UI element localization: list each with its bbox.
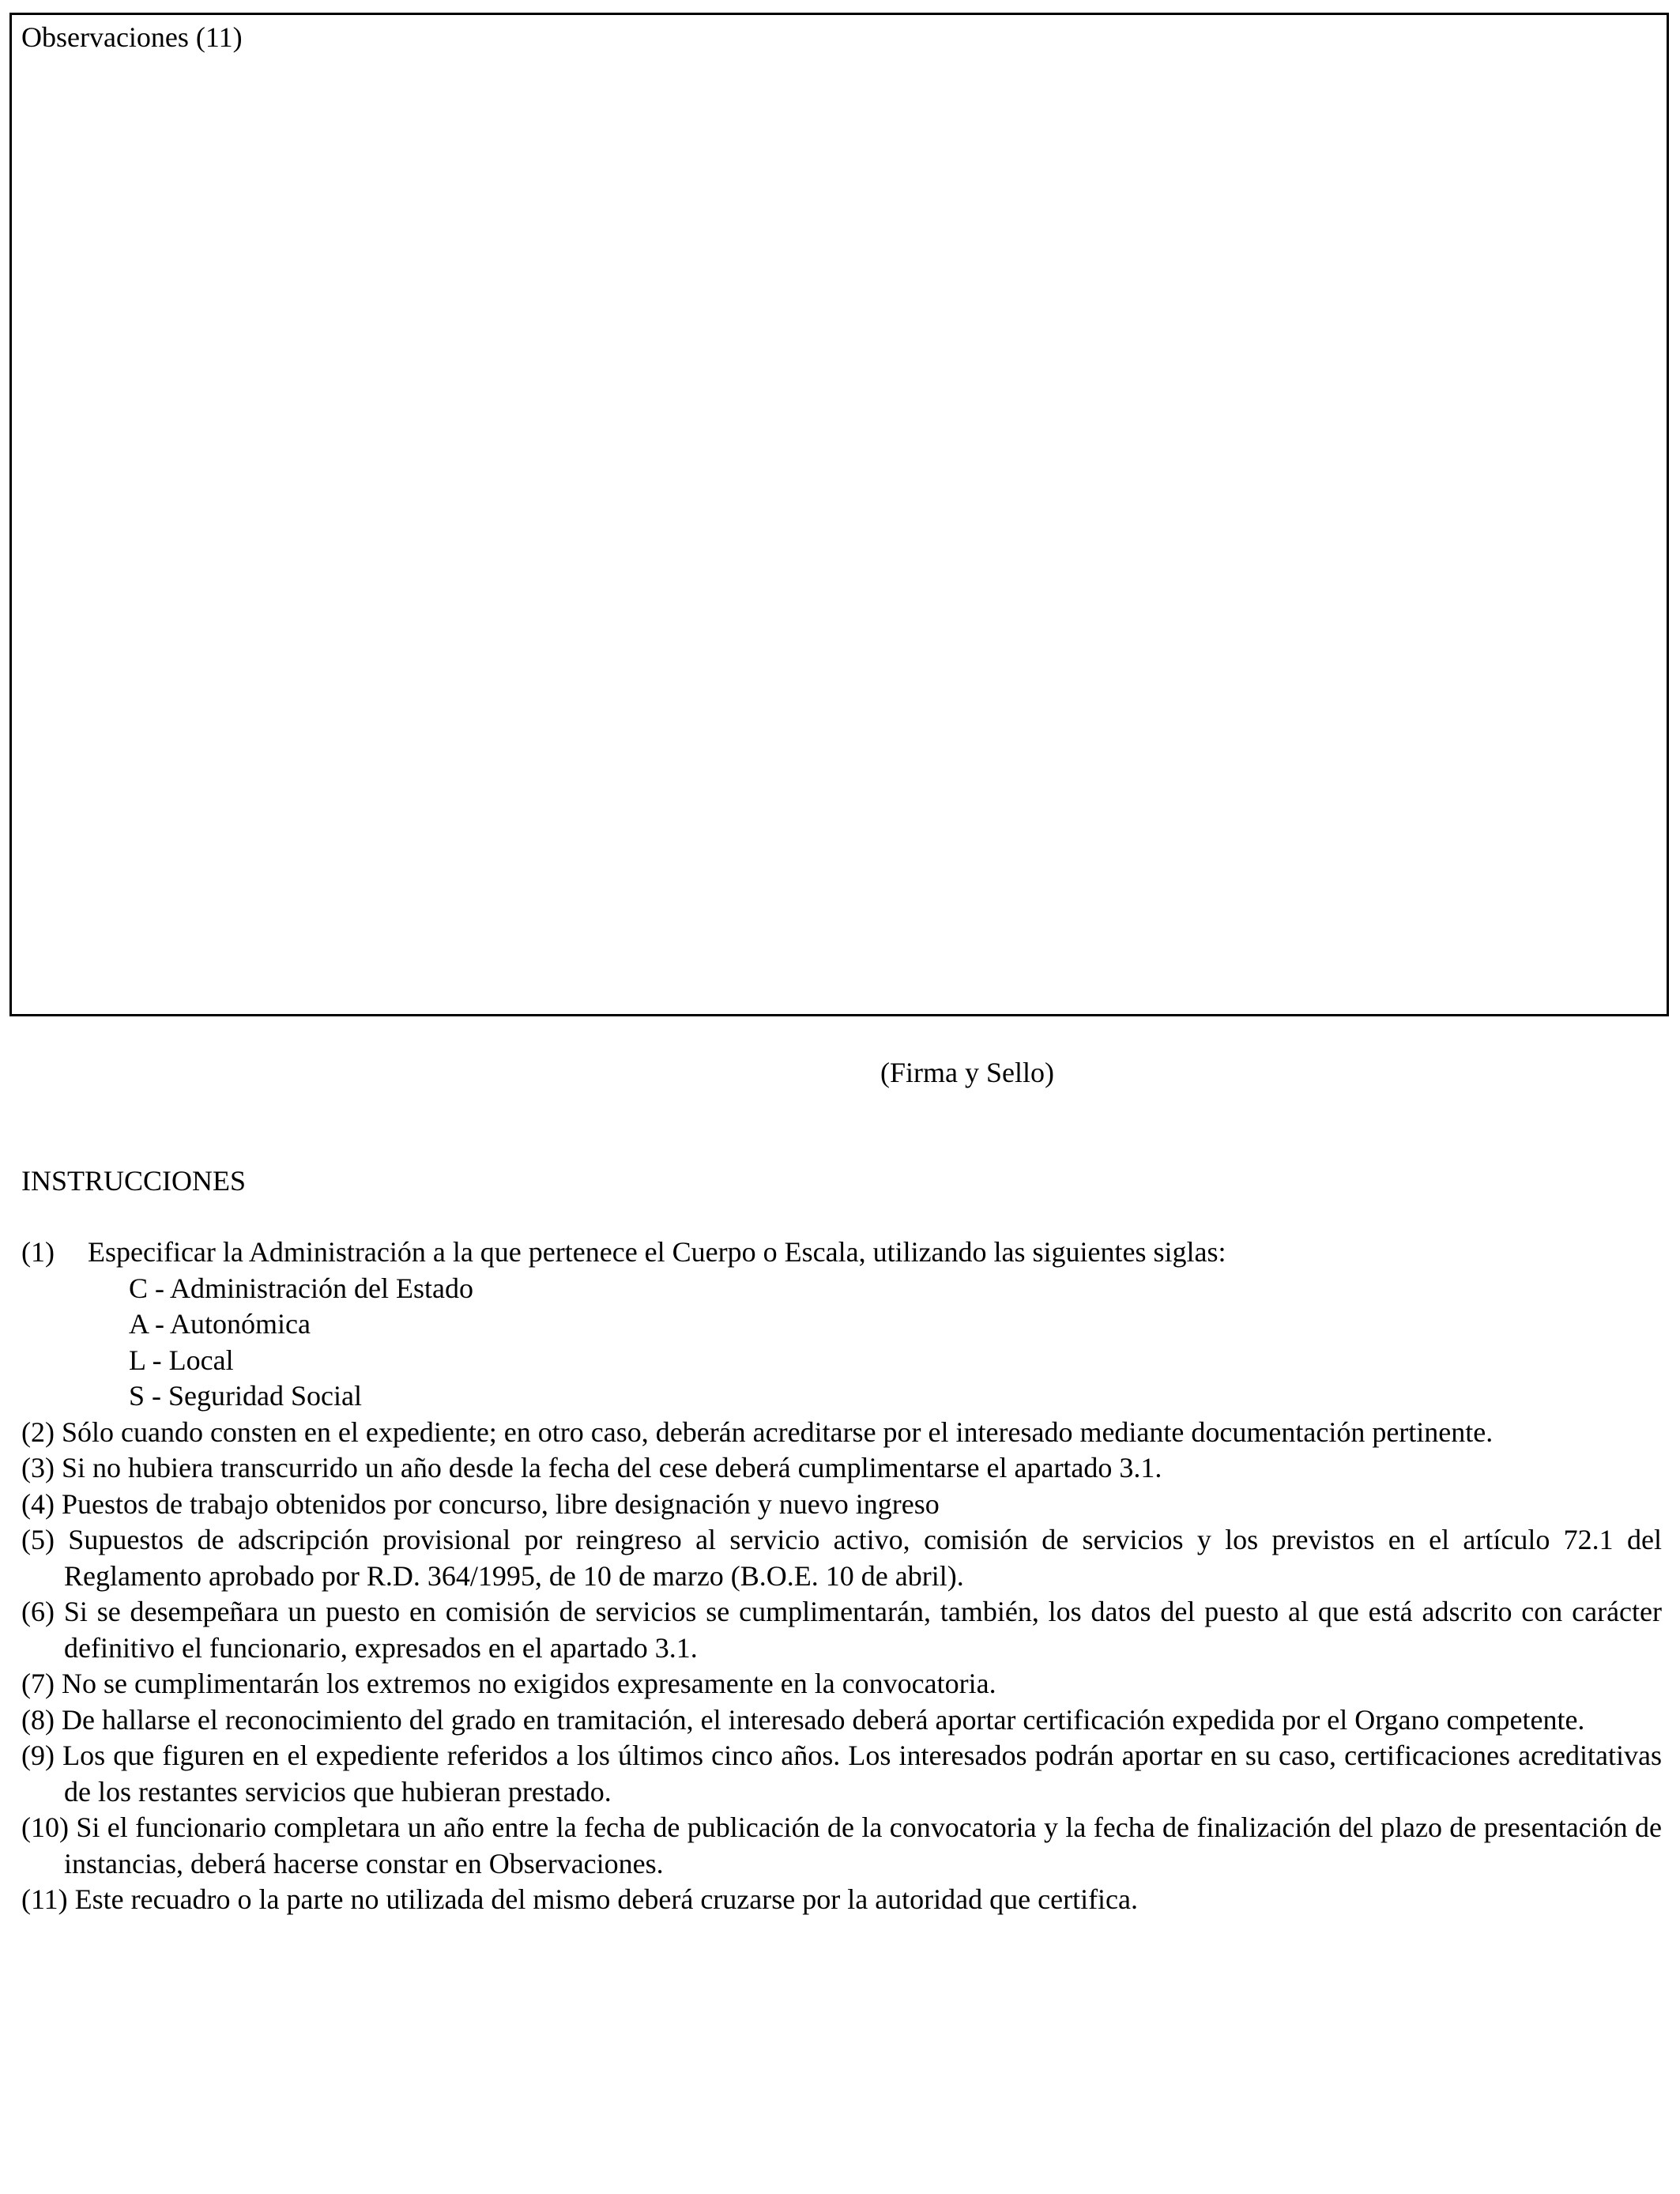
instruction-item-8: (8) De hallarse el reconocimiento del grado en tramitación, el interesado deberá aportar certificación expedida por el Organo competente. [21, 1703, 1585, 1736]
instruction-item-4: (4) Puestos de trabajo obtenidos por concurso, libre designación y nuevo ingreso [21, 1487, 940, 1520]
sigla-item: C - Administración del Estado [129, 1272, 473, 1304]
instruction-item-1-number: (1) [21, 1236, 55, 1268]
sigla-item: A - Autonómica [129, 1308, 311, 1340]
sigla-item: S - Seguridad Social [129, 1380, 362, 1412]
instructions-title: INSTRUCCIONES [21, 1165, 247, 1197]
instructions-list [21, 1235, 1662, 1918]
instruction-item-6: (6) Si se desempeñara un puesto en comisión de servicios se cumplimentarán, también, los datos del puesto al que está adscrito con carácter definitivo el funcionario, expresados en el apartado 3.1. [21, 1596, 1662, 1664]
instruction-item-7: (7) No se cumplimentarán los extremos no exigidos expresamente en la convocatoria. [21, 1668, 996, 1699]
instruction-item-11: (11) Este recuadro o la parte no utilizada del mismo deberá cruzarse por la autoridad que certifica. [21, 1883, 1139, 1915]
instruction-item-10: (10) Si el funcionario completara un año entre la fecha de publicación de la convocatoria y la fecha de finalización del plazo de presentación de instancias, deberá hacerse constar en Observaciones. [21, 1811, 1662, 1879]
observations-label: Observaciones (11) [21, 21, 243, 53]
instruction-item-5: (5) Supuestos de adscripción provisional por reingreso al servicio activo, comisión de servicios y los previstos en el artículo 72.1 del Reglamento aprobado por R.D. 364/1995, de 10 de marzo (B.O.E. 10 de abril). [21, 1524, 1662, 1592]
sigla-item: L - Local [129, 1344, 234, 1376]
instruction-item-9: (9) Los que figuren en el expediente referidos a los últimos cinco años. Los interesados podrán aportar en su caso, certificaciones acreditativas de los restantes servicios que hubieran prestado. [21, 1740, 1662, 1808]
signature-label: (Firma y Sello) [880, 1057, 1054, 1088]
instruction-item-1 [21, 1235, 1662, 1271]
instruction-item-2: (2) Sólo cuando consten en el expediente; en otro caso, deberán acreditarse por el interesado mediante documentación pertinente. [21, 1416, 1494, 1448]
instruction-item-3: (3) Si no hubiera transcurrido un año desde la fecha del cese deberá cumplimentarse el apartado 3.1. [21, 1452, 1162, 1483]
instruction-item-1-text: Especificar la Administración a la que pertenece el Cuerpo o Escala, utilizando las siguientes siglas: [88, 1236, 1226, 1268]
observations-box [9, 13, 1669, 1016]
